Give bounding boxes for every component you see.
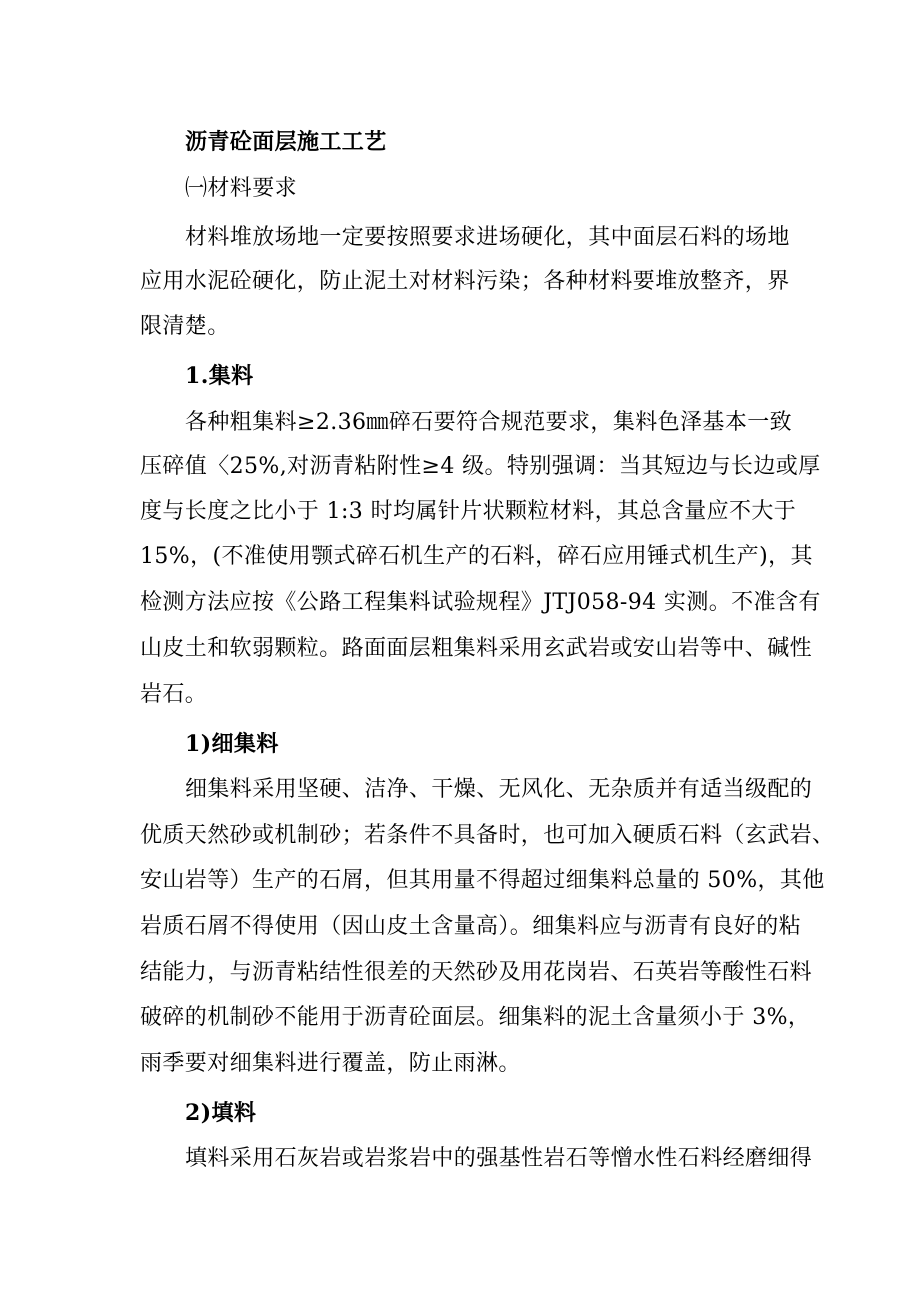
paragraph-line: 材料堆放场地一定要按照要求进场硬化，其中面层石料的场地 [185, 225, 790, 250]
subheading-aggregate: 1.集料 [185, 363, 254, 389]
paragraph-line: 岩质石屑不得使用（因山皮土含量高）。细集料应与沥青有良好的粘 [140, 914, 802, 939]
paragraph-line: 压碎值〈25%,对沥青粘附性≥4 级。特别强调：当其短边与长边或厚 [140, 454, 821, 479]
paragraph-line: 限清楚。 [140, 314, 230, 339]
paragraph-line: 应用水泥砼硬化，防止泥土对材料污染；各种材料要堆放整齐，界 [140, 269, 790, 294]
paragraph-line: 15%，(不准使用颚式碎石机生产的石料，碎石应用锤式机生产)，其 [140, 544, 813, 569]
paragraph-line: 破碎的机制砂不能用于沥青砼面层。细集料的泥土含量须小于 3%， [140, 1005, 811, 1030]
paragraph-line: 优质天然砂或机制砂；若条件不具备时，也可加入硬质石料（玄武岩、 [140, 823, 835, 848]
paragraph-line: 细集料采用坚硬、洁净、干燥、无风化、无杂质并有适当级配的 [185, 777, 813, 802]
paragraph-line: 填料采用石灰岩或岩浆岩中的强基性岩石等憎水性石料经磨细得 [185, 1146, 813, 1171]
paragraph-line: 岩石。 [140, 682, 208, 707]
paragraph-line: 结能力，与沥青粘结性很差的天然砂及用花岗岩、石英岩等酸性石料 [140, 960, 813, 985]
paragraph-line: 安山岩等）生产的石屑，但其用量不得超过细集料总量的 50%，其他 [140, 868, 825, 893]
paragraph-line: 山皮土和软弱颗粒。路面面层粗集料采用玄武岩或安山岩等中、碱性 [140, 636, 813, 661]
section-heading: ㈠材料要求 [185, 176, 298, 201]
paragraph-line: 度与长度之比小于 1:3 时均属针片状颗粒材料，其总含量应不大于 [140, 499, 797, 524]
paragraph-line: 各种粗集料≥2.36㎜碎石要符合规范要求，集料色泽基本一致 [185, 410, 793, 435]
document-title: 沥青砼面层施工工艺 [185, 129, 387, 155]
subheading-filler: 2)填料 [185, 1100, 257, 1126]
paragraph-line: 雨季要对细集料进行覆盖，防止雨淋。 [140, 1051, 521, 1076]
paragraph-line: 检测方法应按《公路工程集料试验规程》JTJ058-94 实测。不准含有 [140, 590, 821, 615]
subheading-fine-aggregate: 1)细集料 [185, 731, 279, 757]
